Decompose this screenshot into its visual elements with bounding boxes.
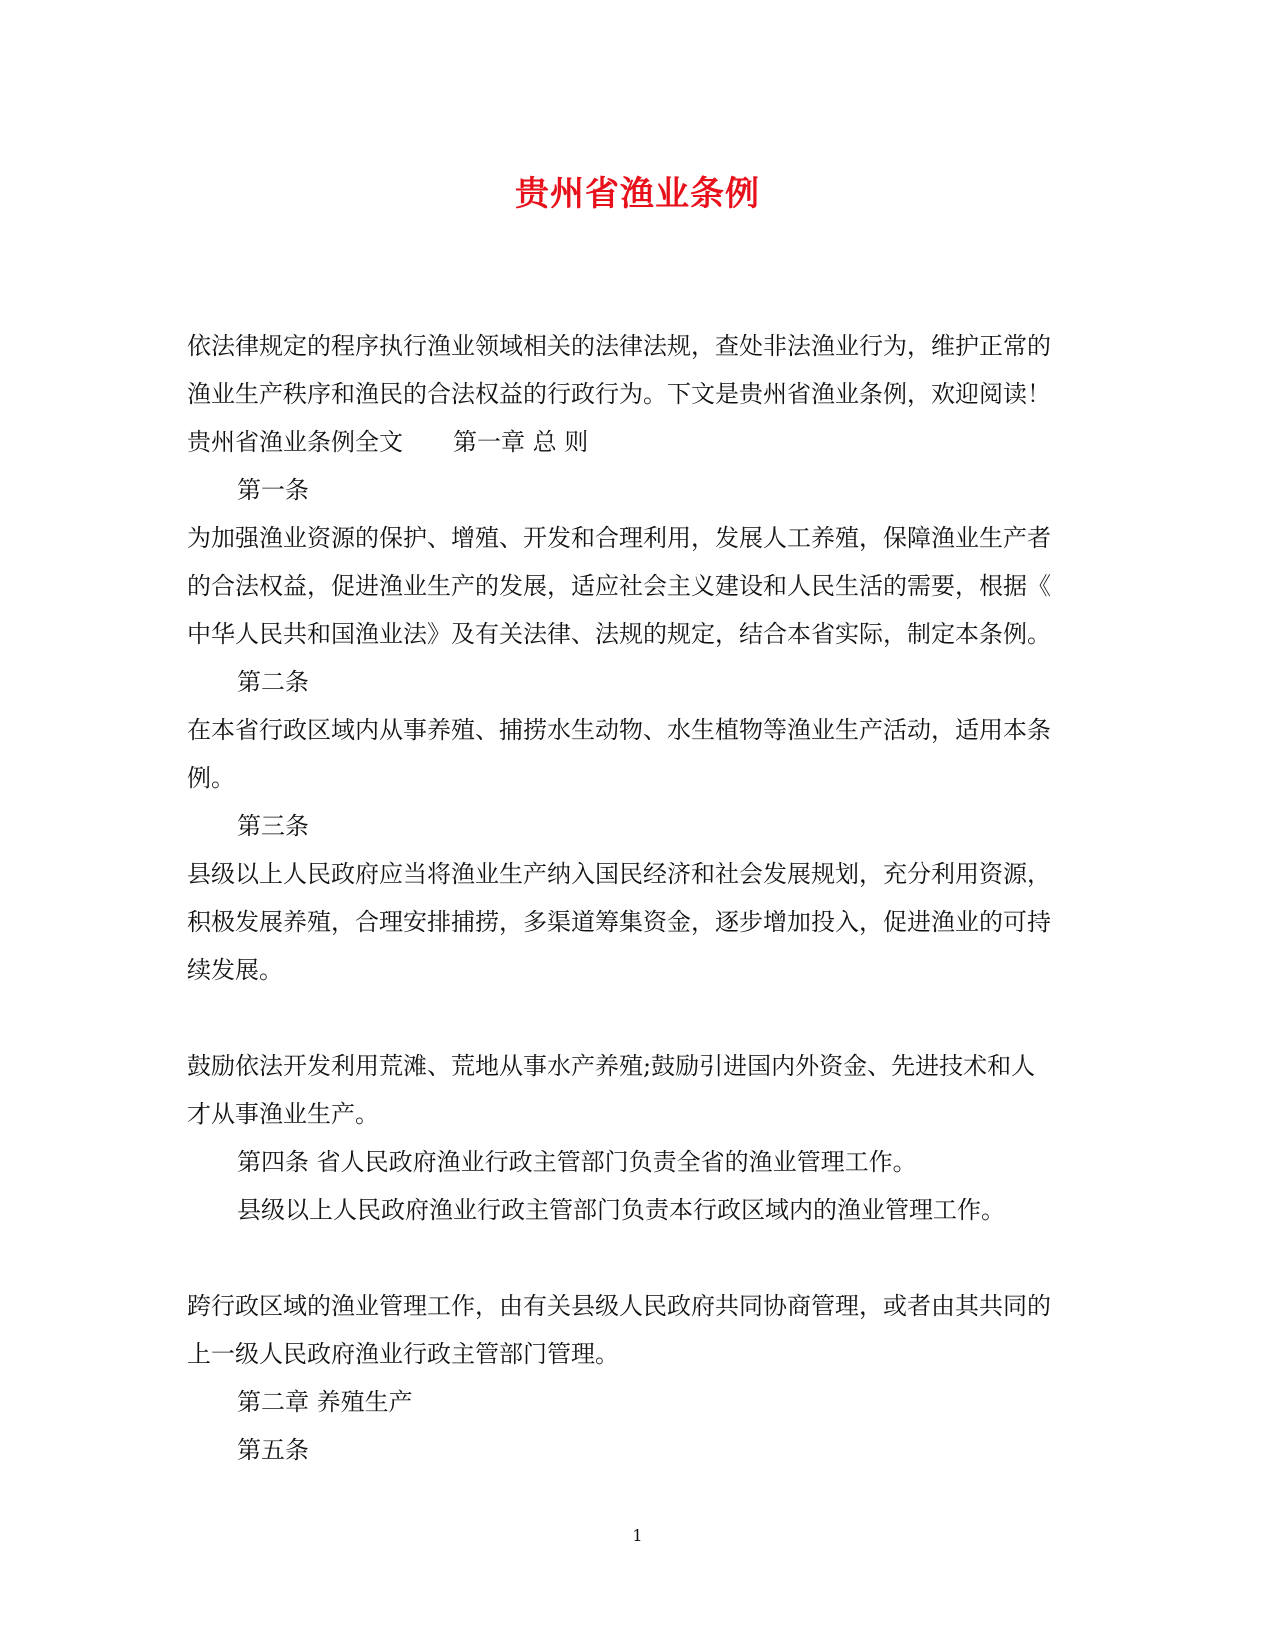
paragraph-line: 鼓励依法开发利用荒滩、荒地从事水产养殖;鼓励引进国内外资金、先进技术和人 bbox=[187, 1052, 1036, 1080]
page-number: 1 bbox=[632, 1526, 643, 1545]
paragraph-line: 在本省行政区域内从事养殖、捕捞水生动物、水生植物等渔业生产活动，适用本条 bbox=[187, 716, 1051, 744]
paragraph-line bbox=[187, 418, 1097, 466]
article-heading: 第一条 bbox=[237, 476, 309, 504]
document-title: 贵州省渔业条例 bbox=[515, 174, 760, 214]
document-body bbox=[187, 322, 1097, 1474]
paragraph-line: 上一级人民政府渔业行政主管部门管理。 bbox=[187, 1340, 619, 1368]
paragraph-line: 依法律规定的程序执行渔业领域相关的法律法规，查处非法渔业行为，维护正常的 bbox=[187, 332, 1051, 360]
article-heading: 第五条 bbox=[237, 1436, 309, 1464]
paragraph-line: 为加强渔业资源的保护、增殖、开发和合理利用，发展人工养殖，保障渔业生产者 bbox=[187, 524, 1051, 552]
fulltext-heading: 贵州省渔业条例全文 bbox=[187, 428, 403, 456]
paragraph-line: 才从事渔业生产。 bbox=[187, 1100, 379, 1128]
paragraph-line: 中华人民共和国渔业法》及有关法律、法规的规定，结合本省实际，制定本条例。 bbox=[187, 620, 1051, 648]
article-heading: 第二条 bbox=[237, 668, 309, 696]
article-paragraph: 县级以上人民政府渔业行政主管部门负责本行政区域内的渔业管理工作。 bbox=[237, 1196, 1005, 1224]
paragraph-line: 续发展。 bbox=[187, 956, 283, 984]
paragraph-line: 积极发展养殖，合理安排捕捞，多渠道筹集资金，逐步增加投入，促进渔业的可持 bbox=[187, 908, 1051, 936]
article-heading: 第三条 bbox=[237, 812, 309, 840]
blank-line bbox=[187, 994, 1097, 1042]
chapter-heading: 第一章 总 则 bbox=[453, 428, 589, 456]
article-paragraph: 第四条 省人民政府渔业行政主管部门负责全省的渔业管理工作。 bbox=[237, 1148, 917, 1176]
blank-line bbox=[187, 1234, 1097, 1282]
chapter-heading: 第二章 养殖生产 bbox=[237, 1388, 413, 1416]
paragraph-line: 的合法权益，促进渔业生产的发展，适应社会主义建设和人民生活的需要，根据《 bbox=[187, 572, 1051, 600]
paragraph-line: 跨行政区域的渔业管理工作，由有关县级人民政府共同协商管理，或者由其共同的 bbox=[187, 1292, 1051, 1320]
paragraph-line: 例。 bbox=[187, 764, 235, 792]
paragraph-line: 县级以上人民政府应当将渔业生产纳入国民经济和社会发展规划，充分利用资源， bbox=[187, 860, 1051, 888]
paragraph-line: 渔业生产秩序和渔民的合法权益的行政行为。下文是贵州省渔业条例，欢迎阅读！ bbox=[187, 380, 1051, 408]
